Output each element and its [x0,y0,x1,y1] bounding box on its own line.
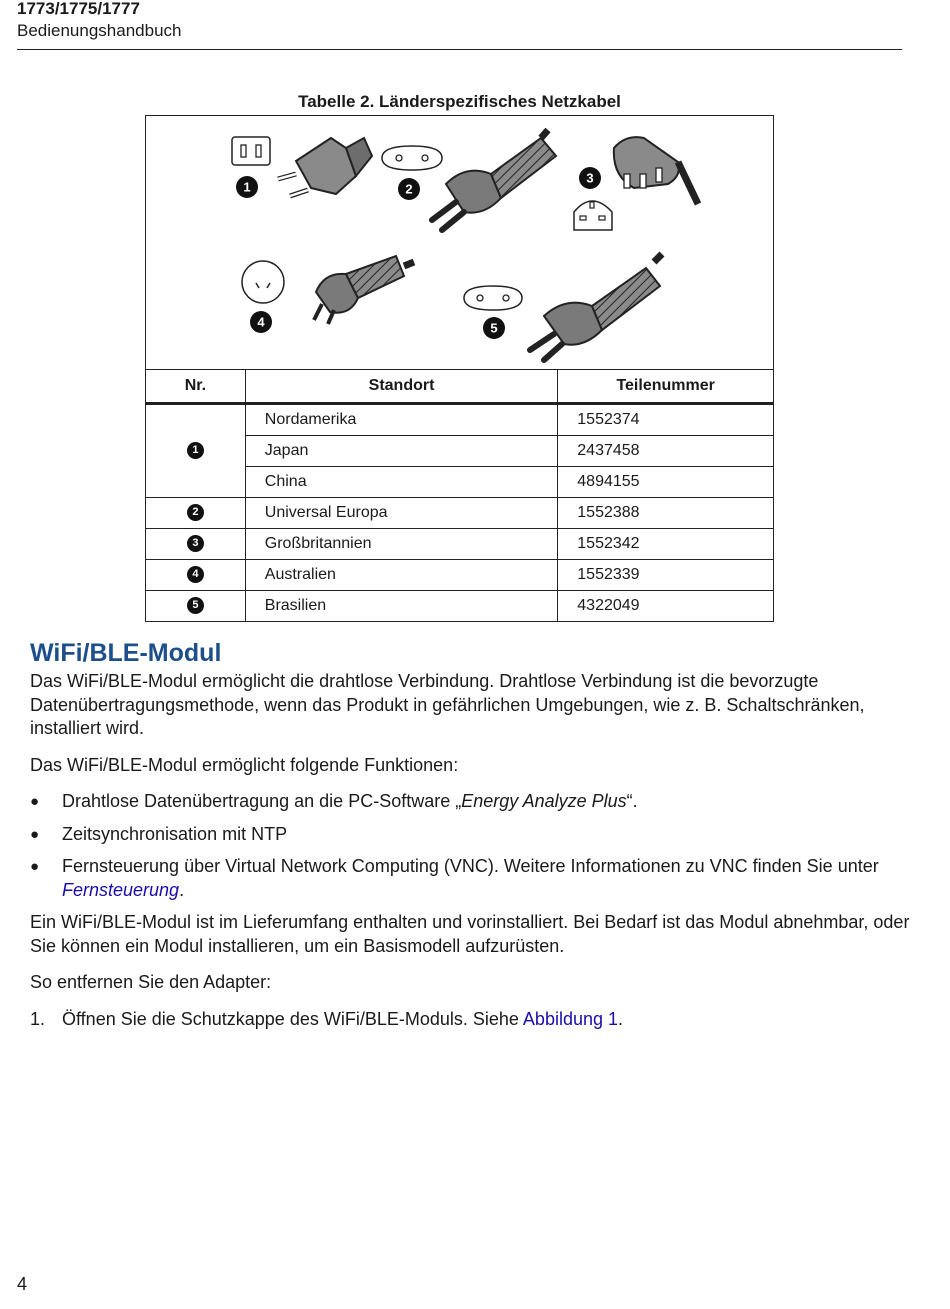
svg-text:4: 4 [257,314,265,330]
step-text: Öffnen Sie die Schutzkappe des WiFi/BLE-Moduls. Siehe [62,1008,523,1029]
functions-intro-paragraph: Das WiFi/BLE-Modul ermöglicht folgende Funktionen: [30,754,459,775]
bullet-text-suffix: “. [626,791,638,811]
table-row [146,591,774,622]
list-item [30,790,910,814]
table-header-row [146,370,774,404]
figure-1-link[interactable]: Abbildung 1 [522,1008,619,1029]
row-number-cell [146,404,246,498]
location-cell: Brasilien [245,591,558,622]
row-number-cell [146,498,246,529]
row-number-cell [146,560,246,591]
part-number-cell: 4894155 [558,467,774,498]
list-item [30,855,910,902]
number-badge: 3 [187,535,204,552]
bullet-text-suffix: . [179,879,185,900]
location-cell: Japan [245,436,558,467]
header-divider [17,49,902,50]
table-row [146,498,774,529]
step-number: 1. [30,1008,46,1029]
number-badge: 4 [187,566,204,583]
svg-text:3: 3 [586,170,594,186]
remote-control-link[interactable]: Fernsteuerung [62,879,180,900]
column-header-location: Standort [245,370,558,404]
row-number-cell [146,591,246,622]
svg-text:1: 1 [243,179,251,195]
table-row [146,404,774,436]
power-cord-table [145,369,774,622]
power-cord-figure [145,115,774,370]
callout-badge-1 [236,176,258,198]
column-header-part-number: Teilenummer [558,370,774,404]
page-number: 4 [17,1274,28,1294]
bullet-text: Drahtlose Datenübertragung an die PC-Software „ [62,791,462,811]
included-paragraph: Ein WiFi/BLE-Modul ist im Lieferumfang enthalten und vorinstalliert. Bei Bedarf ist das Modul abnehmbar, oder Sie können ein Modul installieren, um ein Basismodell aufzurüsten. [30,912,910,956]
number-badge: 1 [187,442,204,459]
svg-text:2: 2 [405,181,413,197]
table-row [146,560,774,591]
functions-list [30,790,910,902]
callout-badge-5 [483,317,505,339]
software-name: Energy Analyze Plus [461,791,627,811]
step-text-suffix: . [618,1008,624,1029]
table-row [146,529,774,560]
list-item [30,1008,910,1032]
column-header-nr: Nr. [146,370,246,404]
part-number-cell: 1552339 [558,560,774,591]
power-cord-illustration [146,116,773,370]
location-cell: Nordamerika [245,404,558,436]
callout-badge-2 [398,178,420,200]
document-subtitle-header: Bedienungshandbuch [17,21,182,40]
callout-badge-3 [579,167,601,189]
location-cell: China [245,467,558,498]
remove-intro-paragraph: So entfernen Sie den Adapter: [30,972,272,992]
part-number-cell: 2437458 [558,436,774,467]
part-number-cell: 1552388 [558,498,774,529]
row-number-cell [146,529,246,560]
section-heading: WiFi/BLE-Modul [30,639,222,667]
table-caption: Tabelle 2. Länderspezifisches Netzkabel [298,92,621,111]
steps-list [30,1008,910,1032]
document-model-header: 1773/1775/1777 [17,0,140,18]
section-content [30,637,910,1040]
part-number-cell: 1552342 [558,529,774,560]
part-number-cell: 1552374 [558,404,774,436]
location-cell: Australien [245,560,558,591]
brazil-plug-icon [464,254,662,360]
list-item [30,823,910,847]
intro-paragraph: Das WiFi/BLE-Modul ermöglicht die drahtlose Verbindung. Drahtlose Verbindung ist die bevorzugte Datenübertragungsmethode, wenn das Produkt in gefährlichen Umgebungen, wie z. B. Schaltschränken, installiert wird. [30,671,865,738]
svg-text:5: 5 [490,320,498,336]
location-cell: Universal Europa [245,498,558,529]
location-cell: Großbritannien [245,529,558,560]
bullet-text: Zeitsynchronisation mit NTP [62,823,288,844]
part-number-cell: 4322049 [558,591,774,622]
bullet-text: Fernsteuerung über Virtual Network Computing (VNC). Weitere Informationen zu VNC finden Sie unter [62,856,879,876]
callout-badge-4 [250,311,272,333]
number-badge: 5 [187,597,204,614]
number-badge: 2 [187,504,204,521]
